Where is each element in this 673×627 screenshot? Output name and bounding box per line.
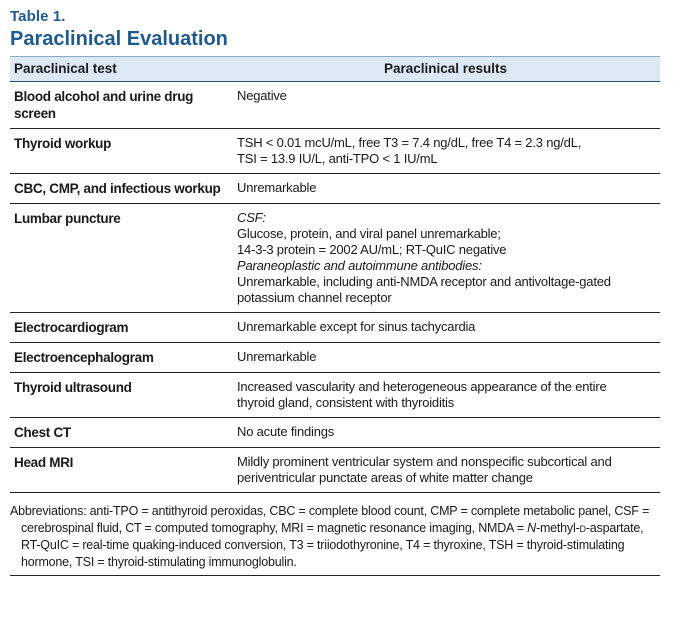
header-test: Paraclinical test (10, 57, 231, 82)
row-result (231, 174, 660, 204)
table-row (10, 373, 660, 418)
result-line: Unremarkable, including anti-NMDA receptor and antivoltage-gated (237, 274, 611, 289)
row-test: Lumbar puncture (10, 204, 231, 313)
row-test: CBC, CMP, and infectious workup (10, 174, 231, 204)
table-row (10, 82, 660, 129)
table-title: Paraclinical Evaluation (10, 28, 228, 50)
row-result (231, 204, 660, 313)
result-line: Increased vascularity and heterogeneous appearance of the entire (237, 379, 607, 394)
result-line: No acute findings (237, 424, 335, 439)
row-test: Electrocardiogram (10, 313, 231, 343)
result-line: TSH < 0.01 mcU/mL, free T3 = 7.4 ng/dL, free T4 = 2.3 ng/dL, (237, 135, 582, 150)
paraclinical-table (10, 56, 660, 493)
row-result (231, 343, 660, 373)
table-row (10, 343, 660, 373)
row-result (231, 129, 660, 174)
result-line: potassium channel receptor (237, 290, 392, 305)
table-label: Table 1. (10, 8, 66, 25)
header-results: Paraclinical results (231, 57, 660, 82)
row-test: Head MRI (10, 448, 231, 493)
abbrev-n-italic: N (527, 521, 536, 535)
row-result (231, 373, 660, 418)
result-line: Unremarkable (237, 349, 317, 364)
abbrev-text-2: -methyl- (535, 521, 580, 535)
result-line: Unremarkable except for sinus tachycardia (237, 319, 476, 334)
row-test: Thyroid ultrasound (10, 373, 231, 418)
row-result (231, 82, 660, 129)
row-test: Blood alcohol and urine drug screen (10, 82, 231, 129)
row-test: Electroencephalogram (10, 343, 231, 373)
table-row (10, 129, 660, 174)
abbrev-d-smallcap: d (579, 521, 586, 535)
table-row (10, 313, 660, 343)
result-line: 14-3-3 protein = 2002 AU/mL; RT-QuIC negative (237, 242, 507, 257)
table-row (10, 448, 660, 493)
abbrev-text-1: Abbreviations: anti-TPO = antithyroid peroxidas, CBC = complete blood count, CMP = complete metabolic panel, CSF = cerebrospinal fluid, CT = computed tomography, MRI = magnetic resonance imaging, NMDA = (10, 504, 650, 535)
result-line: Unremarkable (237, 180, 317, 195)
abbreviations-footnote (10, 503, 660, 576)
table-row (10, 174, 660, 204)
result-line: Glucose, protein, and viral panel unremarkable; (237, 226, 501, 241)
row-result (231, 418, 660, 448)
result-line: periventricular punctate areas of white matter change (237, 470, 533, 485)
table-row (10, 418, 660, 448)
result-line: TSI = 13.9 IU/L, anti-TPO < 1 IU/mL (237, 151, 438, 166)
header-row (10, 57, 660, 82)
result-line: thyroid gland, consistent with thyroiditis (237, 395, 455, 410)
result-line-italic: CSF: (237, 210, 266, 225)
result-line: Mildly prominent ventricular system and nonspecific subcortical and (237, 454, 612, 469)
row-result (231, 448, 660, 493)
row-test: Chest CT (10, 418, 231, 448)
table-row (10, 204, 660, 313)
abbrev-text-3: -aspartate, RT-QuIC = real-time quaking-induced conversion, T3 = triiodothyronine, T4 = thyroxine, TSH = thyroid-stimulating hormone, TSI = thyroid-stimulating immunoglobulin. (21, 521, 644, 569)
result-line-italic: Paraneoplastic and autoimmune antibodies: (237, 258, 482, 273)
row-result (231, 313, 660, 343)
row-test: Thyroid workup (10, 129, 231, 174)
table-figure (10, 8, 660, 576)
result-line: Negative (237, 88, 287, 103)
